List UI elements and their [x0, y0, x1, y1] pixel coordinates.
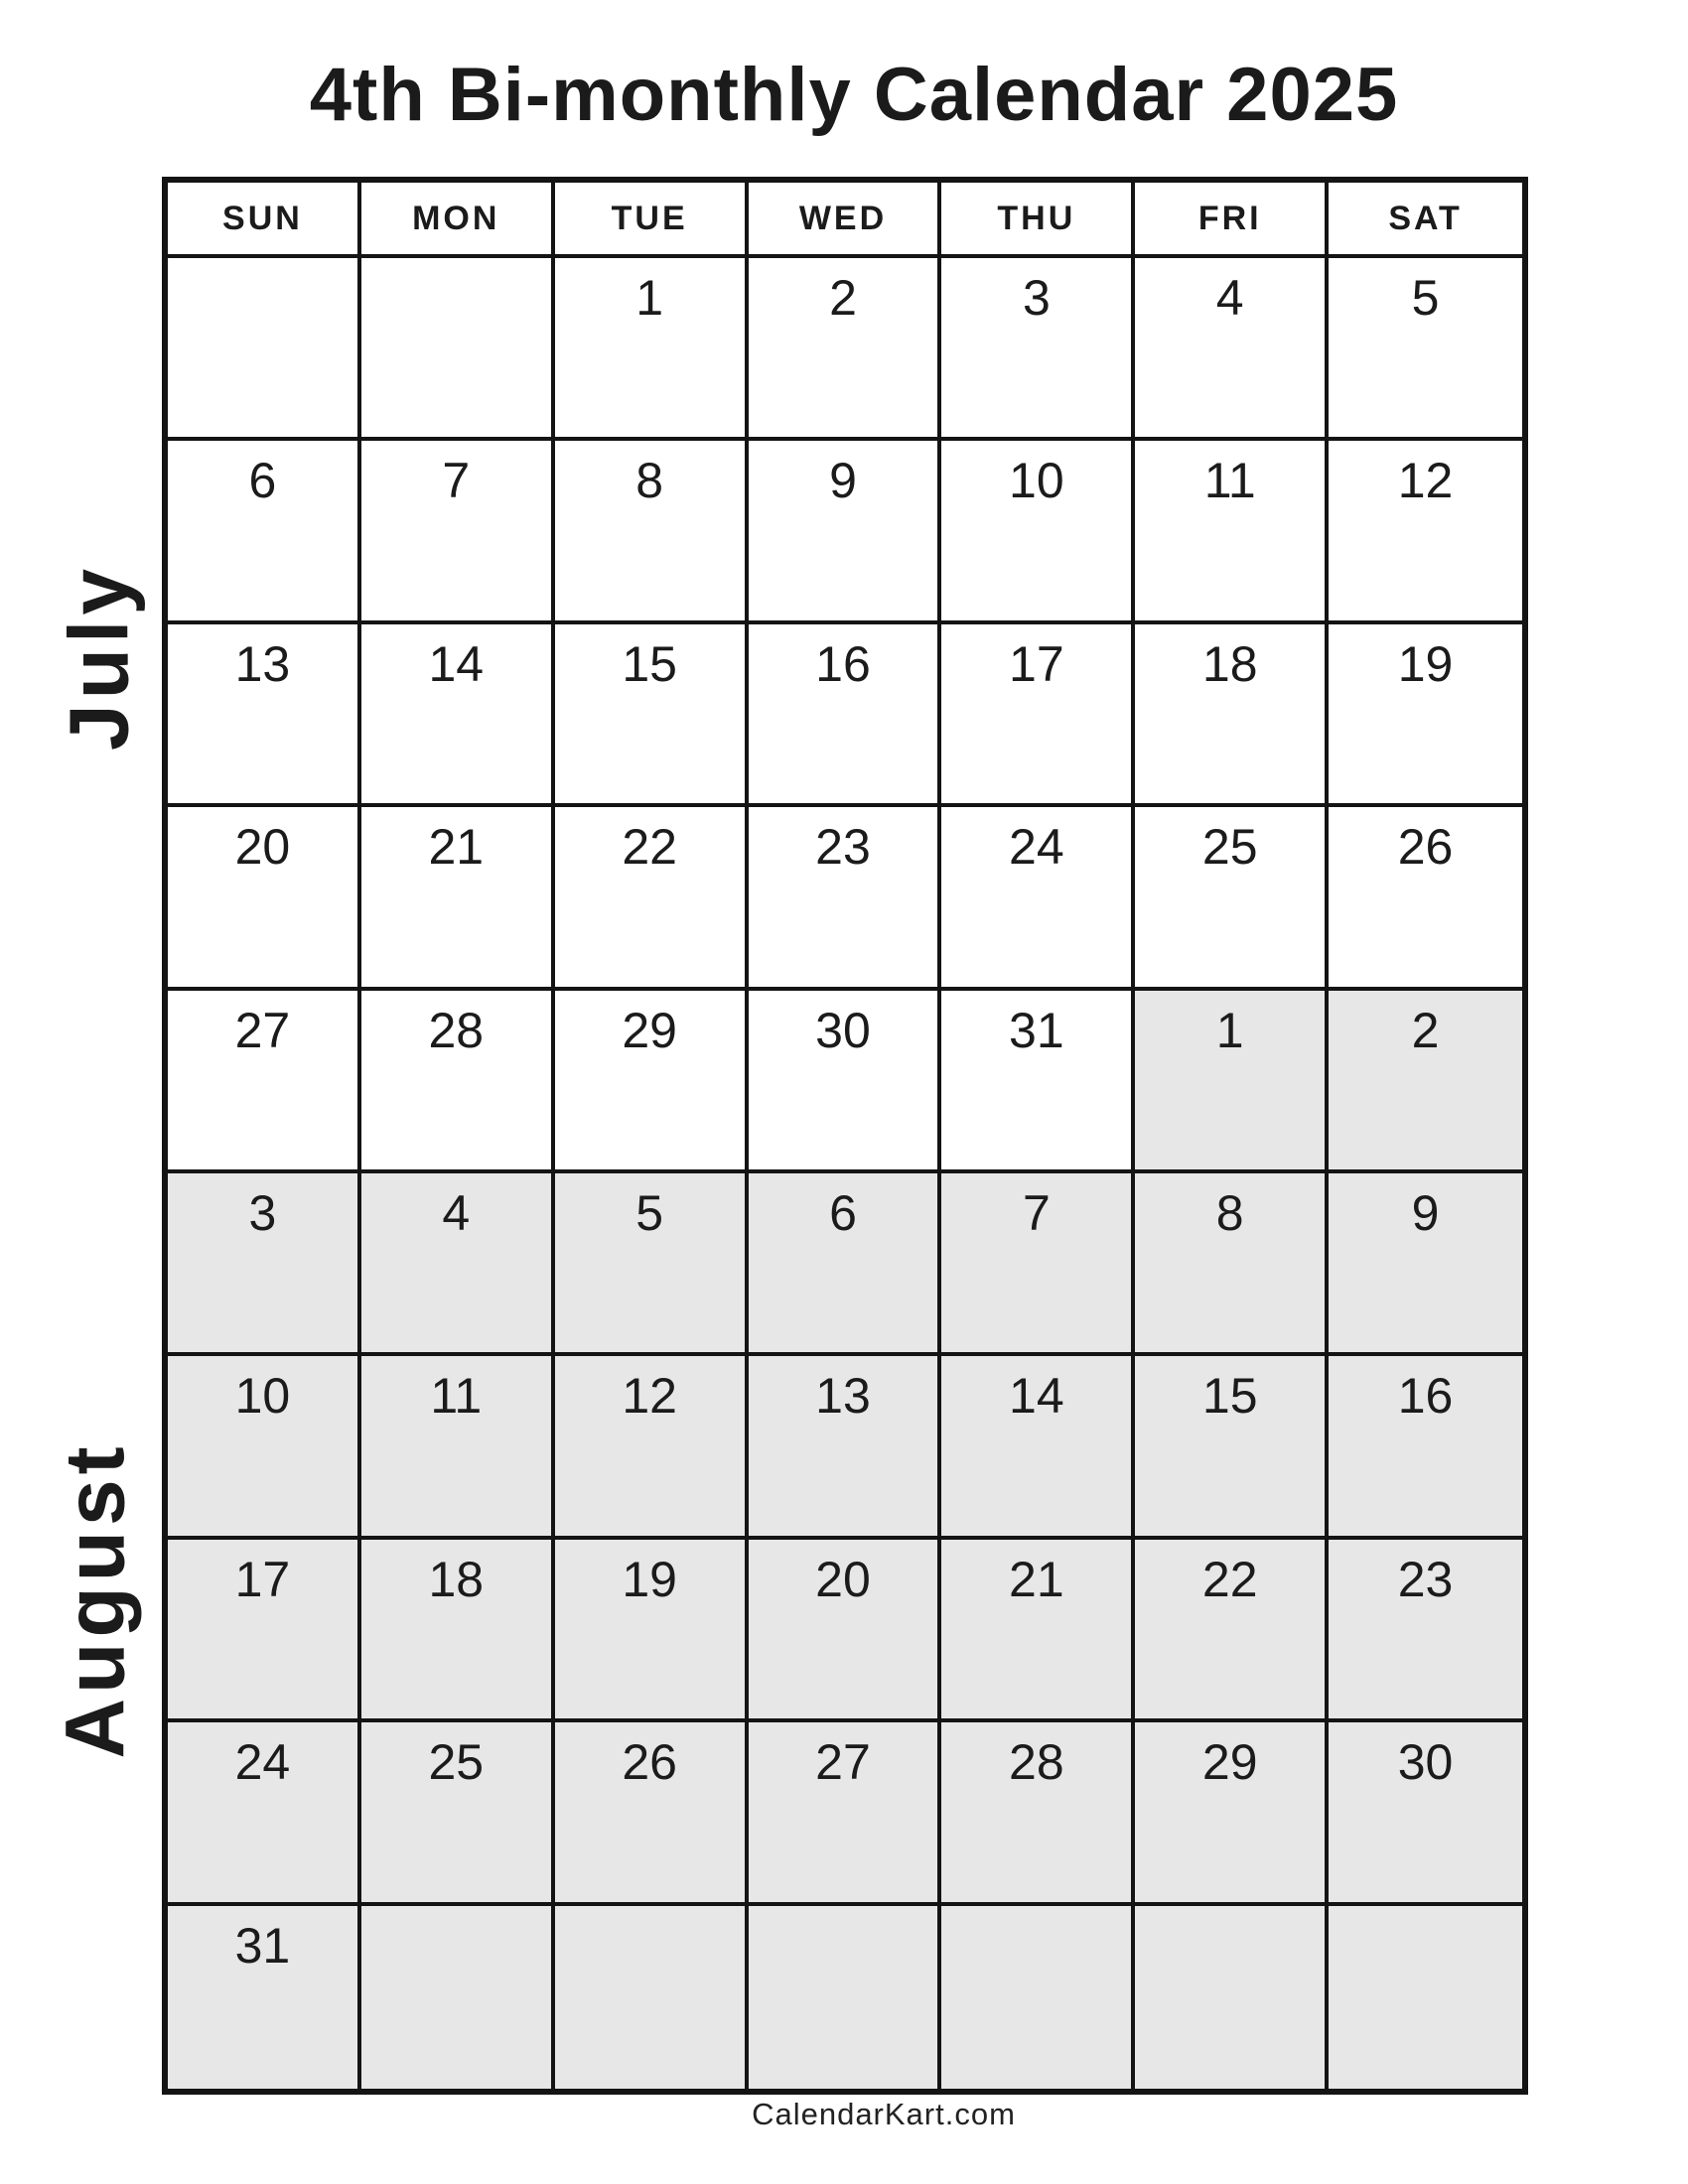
date-cell-empty	[1135, 1906, 1329, 2089]
weekday-header-tue: TUE	[555, 183, 749, 258]
date-cell-july-5: 5	[1329, 258, 1522, 441]
date-cell-july-15: 15	[555, 624, 749, 807]
date-cell-august-11: 11	[361, 1356, 555, 1539]
date-cell-august-10: 10	[168, 1356, 361, 1539]
date-cell-august-21: 21	[941, 1540, 1135, 1722]
date-cell-august-17: 17	[168, 1540, 361, 1722]
date-cell-july-27: 27	[168, 991, 361, 1173]
date-cell-august-22: 22	[1135, 1540, 1329, 1722]
month-label-july: July	[52, 563, 146, 751]
date-cell-july-26: 26	[1329, 807, 1522, 990]
date-cell-july-29: 29	[555, 991, 749, 1173]
date-cell-empty	[749, 1906, 942, 2089]
date-cell-august-7: 7	[941, 1173, 1135, 1356]
weekday-header-thu: THU	[941, 183, 1135, 258]
date-cell-july-10: 10	[941, 441, 1135, 623]
date-cell-july-1: 1	[555, 258, 749, 441]
date-cell-august-13: 13	[749, 1356, 942, 1539]
weekday-header-wed: WED	[749, 183, 942, 258]
date-cell-july-14: 14	[361, 624, 555, 807]
date-cell-july-8: 8	[555, 441, 749, 623]
date-cell-july-23: 23	[749, 807, 942, 990]
month-label-august: August	[48, 1441, 142, 1759]
date-cell-july-31: 31	[941, 991, 1135, 1173]
date-cell-july-30: 30	[749, 991, 942, 1173]
date-cell-august-19: 19	[555, 1540, 749, 1722]
date-cell-july-19: 19	[1329, 624, 1522, 807]
date-cell-july-6: 6	[168, 441, 361, 623]
date-cell-august-24: 24	[168, 1722, 361, 1905]
date-cell-august-16: 16	[1329, 1356, 1522, 1539]
date-cell-july-24: 24	[941, 807, 1135, 990]
date-cell-august-26: 26	[555, 1722, 749, 1905]
date-cell-july-7: 7	[361, 441, 555, 623]
date-cell-august-28: 28	[941, 1722, 1135, 1905]
date-cell-august-27: 27	[749, 1722, 942, 1905]
date-cell-july-17: 17	[941, 624, 1135, 807]
date-cell-august-15: 15	[1135, 1356, 1329, 1539]
calendar-grid	[162, 177, 1528, 2095]
date-cell-august-30: 30	[1329, 1722, 1522, 1905]
date-cell-july-16: 16	[749, 624, 942, 807]
date-cell-august-9: 9	[1329, 1173, 1522, 1356]
date-cell-august-14: 14	[941, 1356, 1135, 1539]
date-cell-august-8: 8	[1135, 1173, 1329, 1356]
date-cell-empty	[168, 258, 361, 441]
date-cell-august-3: 3	[168, 1173, 361, 1356]
date-cell-august-31: 31	[168, 1906, 361, 2089]
weekday-header-sun: SUN	[168, 183, 361, 258]
date-cell-july-9: 9	[749, 441, 942, 623]
date-cell-july-21: 21	[361, 807, 555, 990]
date-cell-july-18: 18	[1135, 624, 1329, 807]
date-cell-empty	[361, 1906, 555, 2089]
weekday-header-sat: SAT	[1329, 183, 1522, 258]
date-cell-august-6: 6	[749, 1173, 942, 1356]
date-cell-august-20: 20	[749, 1540, 942, 1722]
date-cell-july-2: 2	[749, 258, 942, 441]
date-cell-august-2: 2	[1329, 991, 1522, 1173]
weekday-header-fri: FRI	[1135, 183, 1329, 258]
date-cell-august-4: 4	[361, 1173, 555, 1356]
date-cell-july-4: 4	[1135, 258, 1329, 441]
date-cell-august-25: 25	[361, 1722, 555, 1905]
date-cell-july-12: 12	[1329, 441, 1522, 623]
date-cell-empty	[941, 1906, 1135, 2089]
date-cell-august-1: 1	[1135, 991, 1329, 1173]
date-cell-july-13: 13	[168, 624, 361, 807]
date-cell-empty	[1329, 1906, 1522, 2089]
date-cell-august-5: 5	[555, 1173, 749, 1356]
date-cell-july-22: 22	[555, 807, 749, 990]
date-cell-empty	[361, 258, 555, 441]
footer-brand: CalendarKart.com	[752, 2097, 1016, 2131]
date-cell-july-25: 25	[1135, 807, 1329, 990]
date-cell-july-11: 11	[1135, 441, 1329, 623]
date-cell-august-12: 12	[555, 1356, 749, 1539]
date-cell-empty	[555, 1906, 749, 2089]
date-cell-august-23: 23	[1329, 1540, 1522, 1722]
date-cell-july-28: 28	[361, 991, 555, 1173]
date-cell-august-29: 29	[1135, 1722, 1329, 1905]
date-cell-july-20: 20	[168, 807, 361, 990]
date-cell-july-3: 3	[941, 258, 1135, 441]
date-cell-august-18: 18	[361, 1540, 555, 1722]
page-title: 4th Bi-monthly Calendar 2025	[309, 53, 1399, 137]
weekday-header-mon: MON	[361, 183, 555, 258]
